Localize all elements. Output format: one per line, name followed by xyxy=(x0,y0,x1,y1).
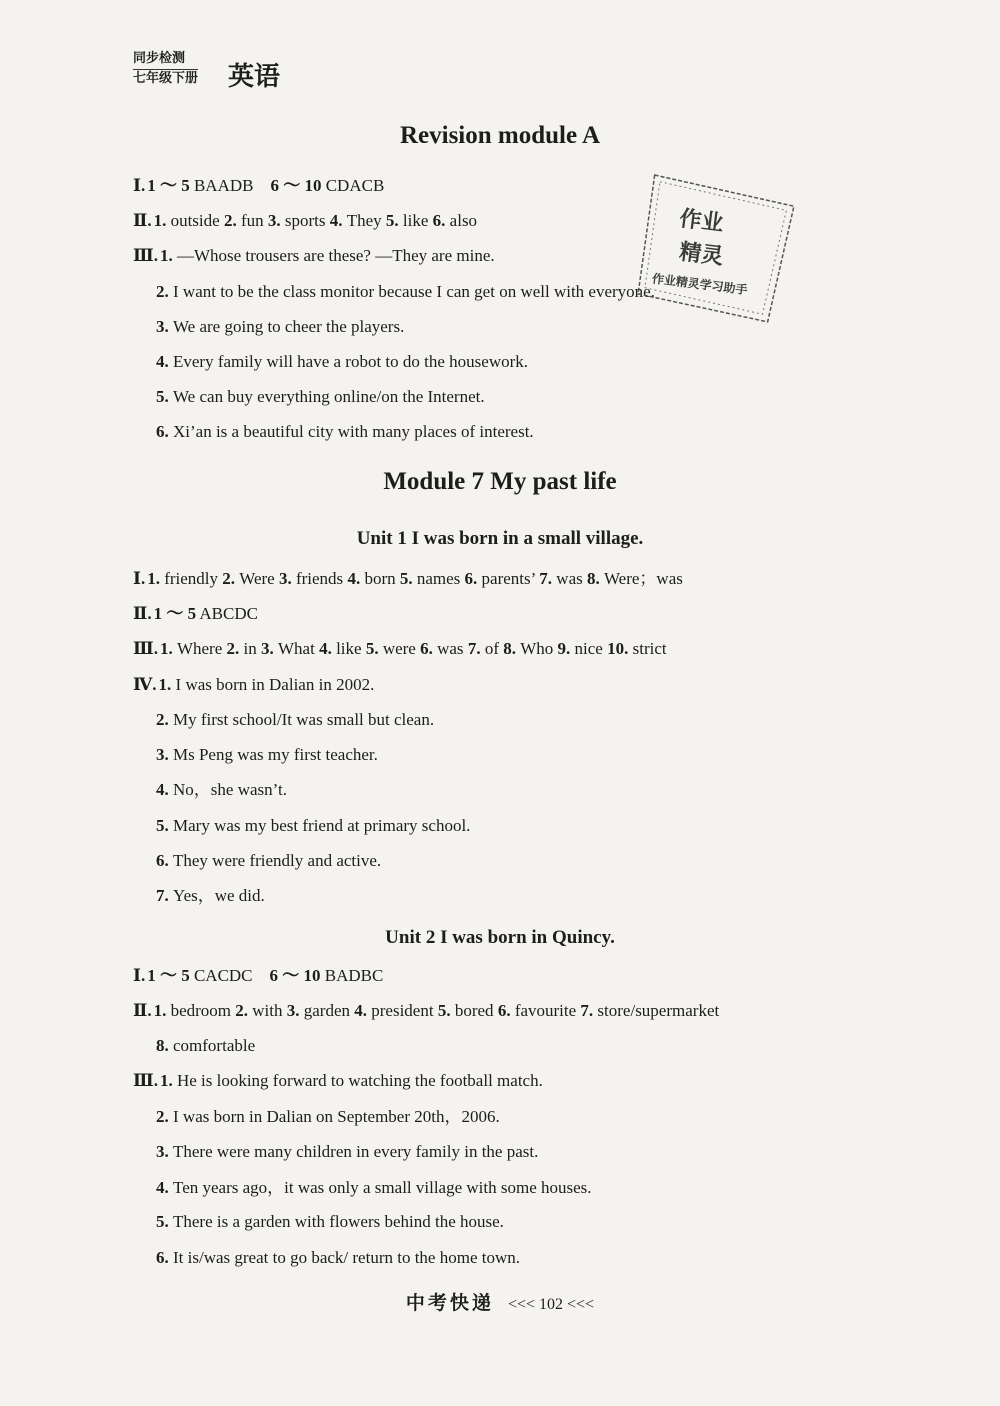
revision-section-3-item-1: Ⅲ. 1. —Whose trousers are these? —They are mine. xyxy=(133,246,495,265)
unit1-section-3: Ⅲ. 1. Where 2. in 3. What 4. like 5. were 6. was 7. of 8. Who 9. nice 10. strict xyxy=(133,639,667,658)
page-number: <<< 102 <<< xyxy=(507,1296,595,1313)
revision-section-3-item-3: 3. We are going to cheer the players. xyxy=(156,317,405,336)
unit2-section-3-item-3: 3. There were many children in every family in the past. xyxy=(156,1142,539,1161)
unit1-section-4-item-7: 7. Yes，we did. xyxy=(156,886,265,905)
unit2-section-3-item-6: 6. It is/was great to go back/ return to the home town. xyxy=(156,1248,520,1267)
unit1-section-2: Ⅱ. 1 ～ 5 ABCDC xyxy=(133,604,258,623)
unit2-section-3-item-5: 5. There is a garden with flowers behind the house. xyxy=(156,1212,504,1231)
revision-section-2: Ⅱ. 1. outside 2. fun 3. sports 4. They 5. like 6. also xyxy=(133,211,478,230)
unit2-section-2: Ⅱ. 1. bedroom 2. with 3. garden 4. president 5. bored 6. favourite 7. store/supermarket xyxy=(133,1001,720,1020)
revision-title: Revision module A xyxy=(399,122,601,149)
page-footer xyxy=(0,1288,1000,1315)
unit1-section-4-item-1: Ⅳ. 1. I was born in Dalian in 2002. xyxy=(133,675,375,694)
revision-section-3-item-2: 2. I want to be the class monitor because I can get on well with everyone. xyxy=(156,282,655,301)
stamp-line-3: 作业精灵学习助手 xyxy=(651,271,749,298)
watermark-stamp xyxy=(629,166,801,334)
unit1-section-4-item-4: 4. No，she wasn’t. xyxy=(156,780,287,799)
unit1-section-4-item-2: 2. My first school/It was small but clean. xyxy=(156,710,435,729)
unit2-section-3-item-4: 4. Ten years ago，it was only a small village with some houses. xyxy=(156,1178,592,1197)
unit1-section-4-item-3: 3. Ms Peng was my first teacher. xyxy=(156,745,378,764)
book-header xyxy=(133,50,281,92)
unit1-title: Unit 1 I was born in a small village. xyxy=(356,528,644,549)
grade-label: 七年级下册 xyxy=(133,71,199,86)
revision-section-3-item-4: 4. Every family will have a robot to do the housework. xyxy=(156,352,529,371)
series-name: 同步检测 xyxy=(133,50,198,70)
module-title: Module 7 My past life xyxy=(383,468,617,495)
unit1-section-4-item-5: 5. Mary was my best friend at primary school. xyxy=(156,816,471,835)
stamp-line-1: 作业 xyxy=(678,206,725,237)
revision-section-1: Ⅰ. 1 ～ 5 BAADB 6 ～ 10 CDACB xyxy=(133,176,385,195)
stamp-line-2: 精灵 xyxy=(677,239,725,270)
unit2-title: Unit 2 I was born in Quincy. xyxy=(385,927,615,948)
unit1-section-4-item-6: 6. They were friendly and active. xyxy=(156,851,382,870)
subject-label: 英语 xyxy=(228,62,281,92)
unit1-section-1: Ⅰ. 1. friendly 2. Were 3. friends 4. born 5. names 6. parents’ 7. was 8. Were；was xyxy=(133,569,683,588)
revision-section-3-item-6: 6. Xi’an is a beautiful city with many places of interest. xyxy=(156,422,534,441)
unit2-section-3-item-1: Ⅲ. 1. He is looking forward to watching the football match. xyxy=(133,1071,543,1090)
unit2-section-2-item-8: 8. comfortable xyxy=(156,1036,256,1055)
unit2-section-3-item-2: 2. I was born in Dalian on September 20th，2006. xyxy=(156,1107,500,1126)
revision-section-3-item-5: 5. We can buy everything online/on the Internet. xyxy=(156,387,485,406)
footer-brand: 中考快递 xyxy=(405,1292,494,1314)
unit2-section-1: Ⅰ. 1 ～ 5 CACDC 6 ～ 10 BADBC xyxy=(133,966,384,985)
